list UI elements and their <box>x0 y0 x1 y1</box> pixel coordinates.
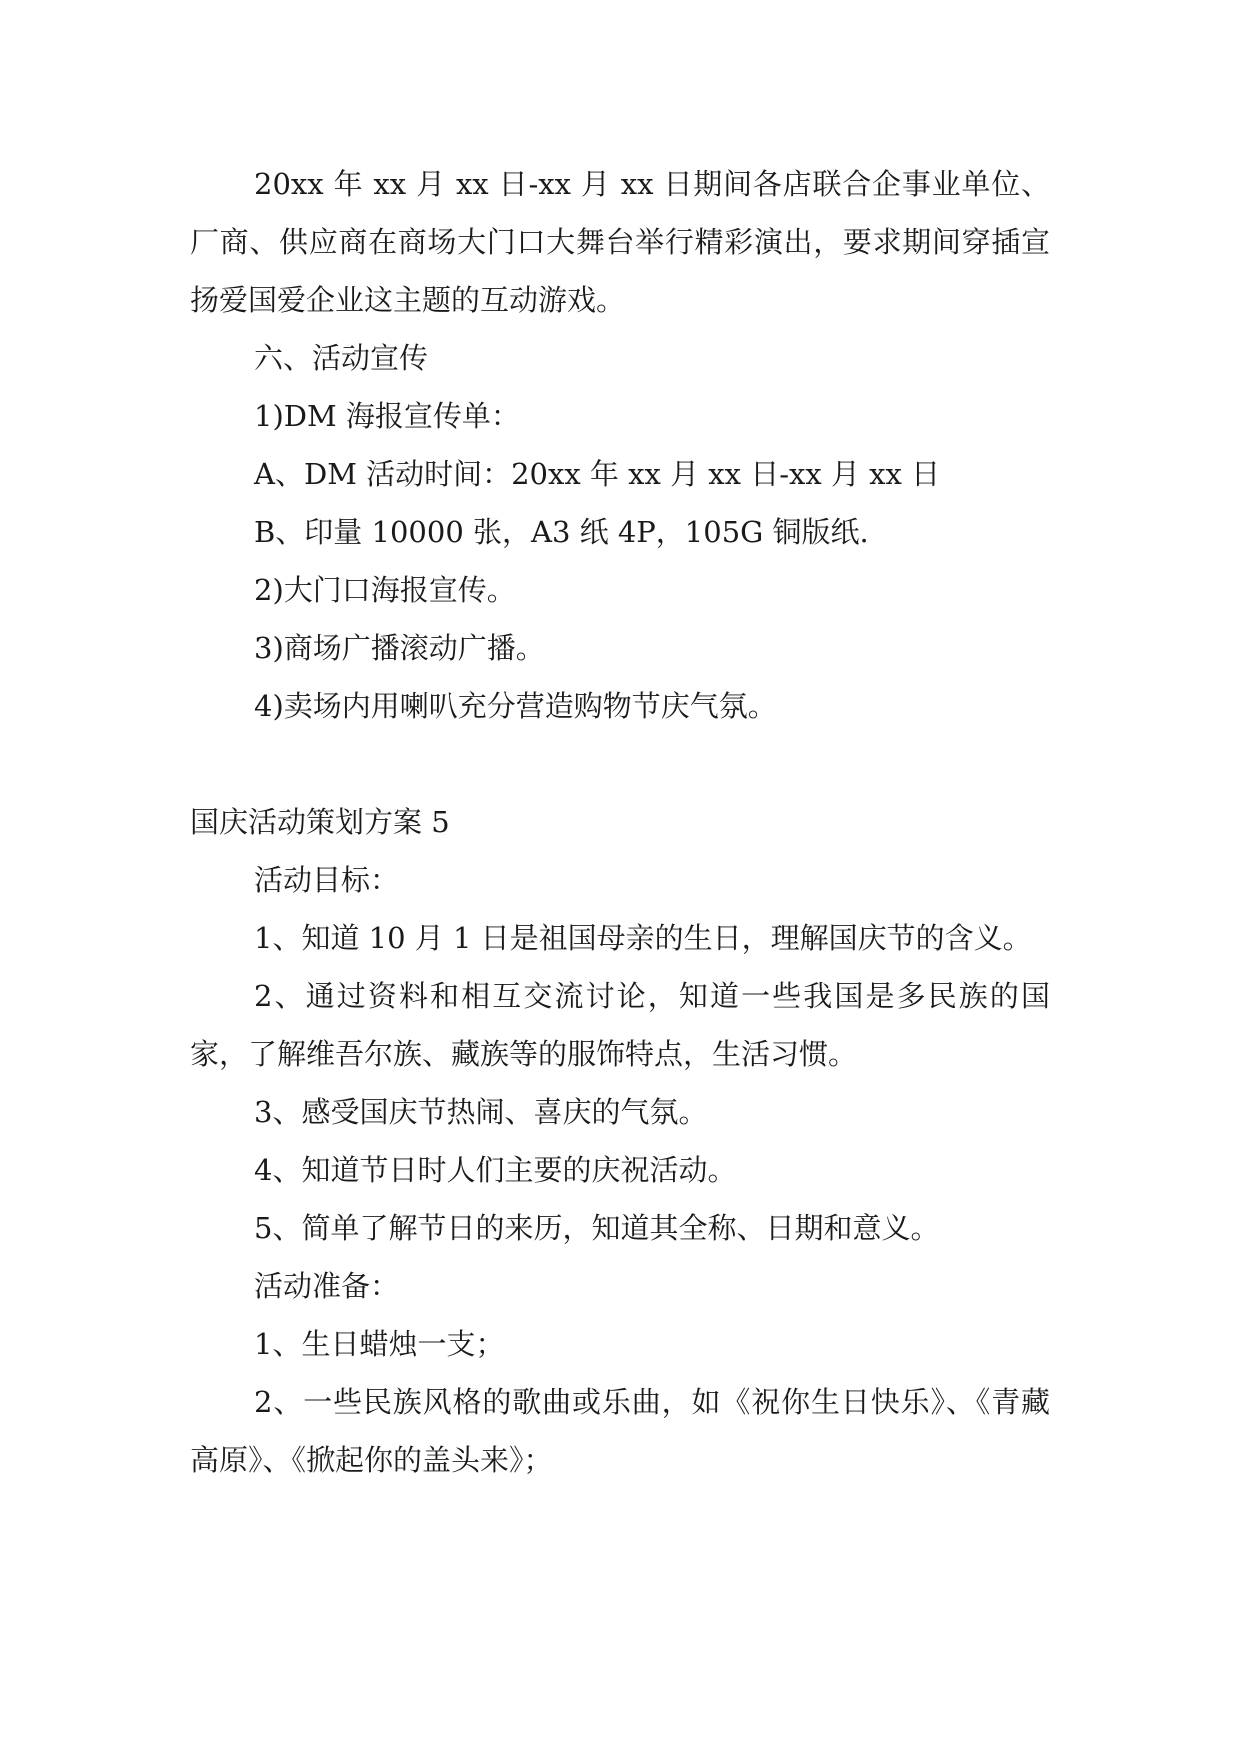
goal-item-2: 2、通过资料和相互交流讨论，知道一些我国是多民族的国家，了解维吾尔族、藏族等的服饰特点，生活习惯。 <box>190 979 1050 1071</box>
goals-label: 活动目标： <box>254 863 400 897</box>
goal-item-3: 3、感受国庆节热闹、喜庆的气氛。 <box>254 1095 708 1129</box>
prep-item-1: 1、生日蜡烛一支； <box>254 1327 505 1361</box>
list-item-entrance-poster: 2)大门口海报宣传。 <box>254 573 516 607</box>
plan-title: 国庆活动策划方案 5 <box>190 805 450 839</box>
document-body <box>190 155 1050 1489</box>
section-heading-promotion: 六、活动宣传 <box>254 341 429 375</box>
list-item-print-volume: B、印量 10000 张，A3 纸 4P，105G 铜版纸. <box>254 515 869 549</box>
prep-item-2: 2、一些民族风格的歌曲或乐曲，如《祝你生日快乐》、《青藏高原》、《掀起你的盖头来》； <box>190 1385 1050 1477</box>
list-item-speakers: 4)卖场内用喇叭充分营造购物节庆气氛。 <box>254 689 777 723</box>
list-item-dm-flyer: 1)DM 海报宣传单： <box>254 399 520 433</box>
goal-item-1: 1、知道 10 月 1 日是祖国母亲的生日，理解国庆节的含义。 <box>254 921 1032 955</box>
performance-paragraph: 20xx 年 xx 月 xx 日-xx 月 xx 日期间各店联合企事业单位、厂商、供应商在商场大门口大舞台举行精彩演出，要求期间穿插宣扬爱国爱企业这主题的互动游戏。 <box>190 167 1050 317</box>
goal-item-5: 5、简单了解节日的来历，知道其全称、日期和意义。 <box>254 1211 940 1245</box>
goal-item-4: 4、知道节日时人们主要的庆祝活动。 <box>254 1153 737 1187</box>
list-item-dm-time: A、DM 活动时间：20xx 年 xx 月 xx 日-xx 月 xx 日 <box>254 457 941 491</box>
list-item-broadcast: 3)商场广播滚动广播。 <box>254 631 545 665</box>
prep-label: 活动准备： <box>254 1269 400 1303</box>
